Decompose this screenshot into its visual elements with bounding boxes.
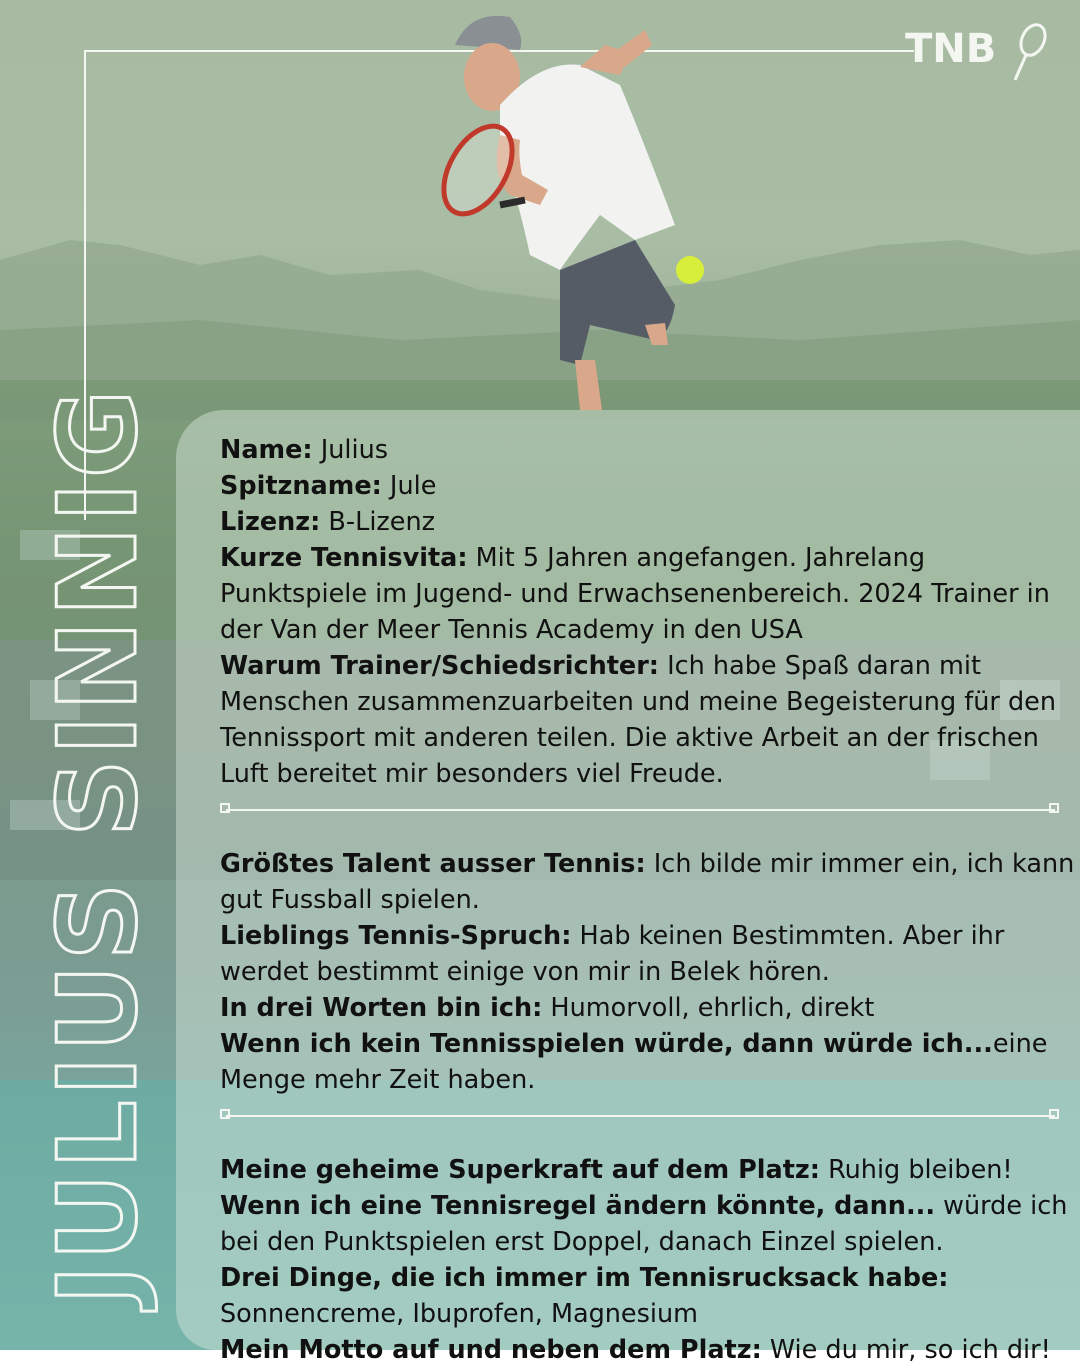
profile-item	[220, 540, 1075, 648]
profile-item-label: Meine geheime Superkraft auf dem Platz:	[220, 1155, 820, 1185]
profile-item	[220, 990, 1075, 1026]
profile-item	[220, 1188, 1075, 1260]
profile-item-value: Sonnencreme, Ibuprofen, Magnesium	[220, 1299, 698, 1329]
profile-item-value: Hab keinen Bestimmten. Aber ihr werdet bestimmt einige von mir in Belek hören.	[220, 921, 1005, 987]
profile-item-value: Humorvoll, ehrlich, direkt	[542, 993, 875, 1023]
section-divider	[220, 1098, 1075, 1134]
profile-item	[220, 1026, 1075, 1098]
profile-item-value: Ich bilde mir immer ein, ich kann gut Fussball spielen.	[220, 849, 1075, 915]
profile-section-3	[220, 1152, 1075, 1368]
profile-item-label: Mein Motto auf und neben dem Platz:	[220, 1335, 762, 1365]
profile-item-label: Warum Trainer/Schiedsrichter:	[220, 651, 660, 681]
profile-item-value: Jule	[381, 471, 437, 501]
profile-section-2	[220, 846, 1075, 1098]
profile-item	[220, 648, 1075, 792]
profile-item-label: Name:	[220, 435, 313, 465]
profile-item	[220, 918, 1075, 990]
profile-item-value: Julius	[312, 435, 389, 465]
profile-item-value: Wie du mir, so ich dir!	[761, 1335, 1051, 1365]
profile-item-label: Größtes Talent ausser Tennis:	[220, 849, 646, 879]
profile-item-value: würde ich bei den Punktspielen erst Doppel, danach Einzel spielen.	[220, 1191, 1068, 1257]
profile-item-label: Wenn ich kein Tennisspielen würde, dann würde ich...	[220, 1029, 993, 1059]
profile-item-value: B-Lizenz	[320, 507, 436, 537]
profile-section-1	[220, 432, 1075, 792]
profile-item	[220, 504, 1075, 540]
profile-item	[220, 846, 1075, 918]
profile-item-label: Kurze Tennisvita:	[220, 543, 468, 573]
profile-item-value: Ruhig bleiben!	[819, 1155, 1013, 1185]
svg-text:TNB: TNB	[905, 26, 997, 72]
profile-item	[220, 432, 1075, 468]
profile-item	[220, 1152, 1075, 1188]
profile-item-value: Ich habe Spaß daran mit Menschen zusammenzuarbeiten und meine Begeisterung für den Tennissport mit anderen teilen. Die aktive Arbeit an der frischen Luft bereitet mir besonders viel Freude.	[220, 651, 1056, 789]
profile-item-value: eine Menge mehr Zeit haben.	[220, 1029, 1048, 1095]
profile-item	[220, 1332, 1075, 1368]
tnb-logo	[905, 18, 1055, 88]
profile-item-value: Mit 5 Jahren angefangen. Jahrelang Punktspiele im Jugend- und Erwachsenenbereich. 2024 Trainer in der Van der Meer Tennis Academy in den USA	[220, 543, 1050, 645]
profile-item-label: Spitzname:	[220, 471, 382, 501]
vertical-name-title: JULIUS SINNIG	[36, 385, 161, 1305]
profile-item	[220, 1260, 1075, 1332]
profile-item-label: Wenn ich eine Tennisregel ändern könnte, dann...	[220, 1191, 936, 1221]
profile-item-label: Lieblings Tennis-Spruch:	[220, 921, 572, 951]
profile-item-label: Drei Dinge, die ich immer im Tennisrucksack habe:	[220, 1263, 949, 1293]
profile-item	[220, 468, 1075, 504]
profile-content	[220, 432, 1075, 1368]
profile-item-label: In drei Worten bin ich:	[220, 993, 543, 1023]
section-divider	[220, 792, 1075, 828]
tennis-player-image	[430, 5, 730, 410]
profile-item-label: Lizenz:	[220, 507, 321, 537]
